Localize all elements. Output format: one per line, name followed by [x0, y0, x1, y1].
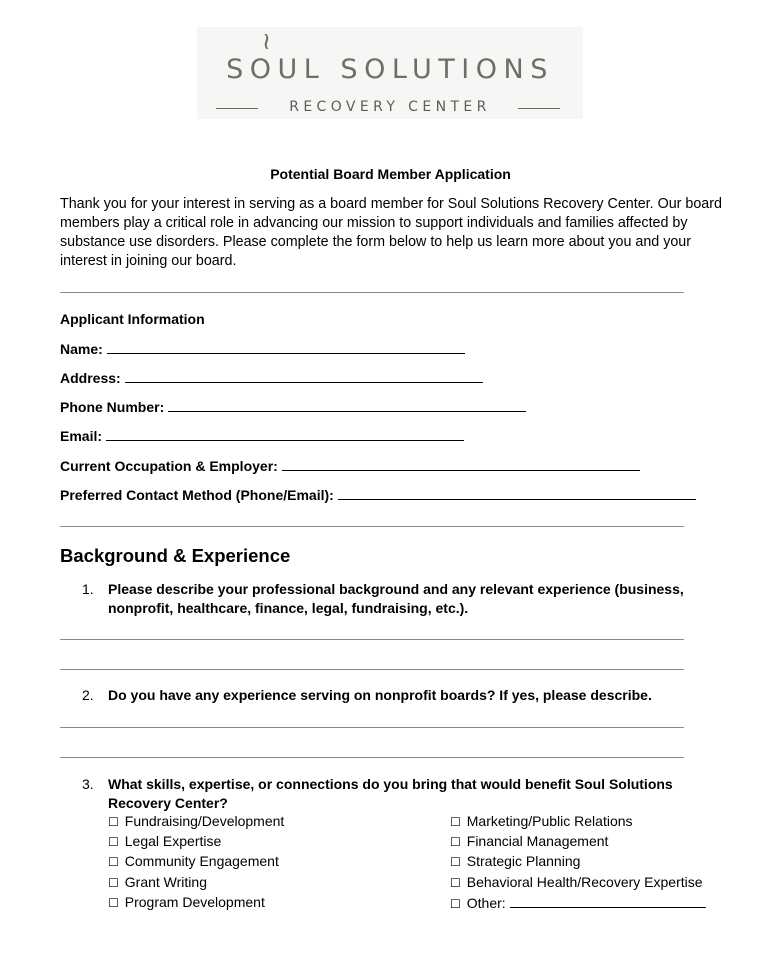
- occupation-input[interactable]: [282, 457, 640, 471]
- other-skill-input[interactable]: [510, 894, 706, 908]
- skill-option[interactable]: [108, 874, 207, 890]
- checkbox-icon[interactable]: ☐: [108, 896, 119, 910]
- divider: [60, 526, 684, 527]
- question-2-text: Do you have any experience serving on nonprofit boards? If yes, please describe.: [108, 687, 652, 703]
- phone-input[interactable]: [168, 398, 526, 412]
- skill-label: Community Engagement: [124, 853, 279, 869]
- logo-main-text: SOUL SOLUTIONS: [226, 54, 554, 85]
- checkbox-icon[interactable]: ☐: [108, 835, 119, 849]
- skill-option[interactable]: [450, 813, 633, 829]
- skill-option[interactable]: [450, 894, 706, 911]
- checkbox-icon[interactable]: ☐: [108, 876, 119, 890]
- contact-method-input[interactable]: [338, 486, 696, 500]
- question-3-text: What skills, expertise, or connections do you bring that would benefit Soul Solutions Recovery Center?: [108, 776, 673, 811]
- question-number: 3.: [82, 776, 94, 792]
- skill-label: Financial Management: [466, 833, 609, 849]
- email-label: Email:: [60, 428, 103, 444]
- skill-option[interactable]: [108, 894, 265, 910]
- divider: [60, 292, 684, 293]
- occupation-field: [60, 457, 640, 474]
- skill-label: Program Development: [124, 894, 265, 910]
- skill-option[interactable]: [108, 853, 279, 869]
- question-1-text: Please describe your professional background and any relevant experience (business, nonprofit, healthcare, finance, legal, fundraising, etc.).: [108, 581, 684, 616]
- skill-option[interactable]: [108, 833, 221, 849]
- skill-option[interactable]: [450, 853, 580, 869]
- answer-line[interactable]: [60, 727, 684, 728]
- skill-label: Marketing/Public Relations: [466, 813, 633, 829]
- question-number: 1.: [82, 581, 94, 597]
- occupation-label: Current Occupation & Employer:: [60, 458, 278, 474]
- checkbox-icon[interactable]: ☐: [450, 897, 461, 911]
- phone-label: Phone Number:: [60, 399, 165, 415]
- contact-method-label: Preferred Contact Method (Phone/Email):: [60, 487, 334, 503]
- address-label: Address:: [60, 370, 121, 386]
- checkbox-icon[interactable]: ☐: [108, 855, 119, 869]
- address-input[interactable]: [125, 369, 483, 383]
- address-field: [60, 369, 483, 386]
- skill-label: Strategic Planning: [466, 853, 581, 869]
- checkbox-icon[interactable]: ☐: [450, 835, 461, 849]
- skill-option[interactable]: [450, 833, 608, 849]
- skill-label: Other:: [466, 895, 506, 911]
- skill-label: Legal Expertise: [124, 833, 222, 849]
- skill-label: Grant Writing: [124, 874, 207, 890]
- question-number: 2.: [82, 687, 94, 703]
- flame-swirl-icon: ≀: [262, 27, 271, 55]
- checkbox-icon[interactable]: ☐: [450, 855, 461, 869]
- checkbox-icon[interactable]: ☐: [450, 815, 461, 829]
- name-field: [60, 340, 465, 357]
- answer-line[interactable]: [60, 757, 684, 758]
- form-title: Potential Board Member Application: [270, 166, 511, 182]
- email-input[interactable]: [106, 427, 464, 441]
- logo-right-line: [518, 108, 560, 109]
- skill-option[interactable]: [108, 813, 284, 829]
- answer-line[interactable]: [60, 639, 684, 640]
- name-label: Name:: [60, 341, 103, 357]
- email-field: [60, 427, 464, 444]
- intro-paragraph: Thank you for your interest in serving as a board member for Soul Solutions Recovery Center. Our board members play a critical role in advancing our mission to support individuals and families affected by substance use disorders. Please complete the form below to help us learn more about you and your interest in joining our board.: [60, 196, 722, 269]
- contact-method-field: [60, 486, 696, 503]
- skill-label: Fundraising/Development: [124, 813, 285, 829]
- phone-field: [60, 398, 526, 415]
- checkbox-icon[interactable]: ☐: [108, 815, 119, 829]
- checkbox-icon[interactable]: ☐: [450, 876, 461, 890]
- background-heading: Background & Experience: [60, 545, 291, 566]
- answer-line[interactable]: [60, 669, 684, 670]
- skill-label: Behavioral Health/Recovery Expertise: [466, 874, 703, 890]
- skill-option[interactable]: [450, 874, 703, 890]
- name-input[interactable]: [107, 340, 465, 354]
- logo-sub-text: RECOVERY CENTER: [289, 99, 491, 115]
- applicant-heading: Applicant Information: [60, 311, 205, 327]
